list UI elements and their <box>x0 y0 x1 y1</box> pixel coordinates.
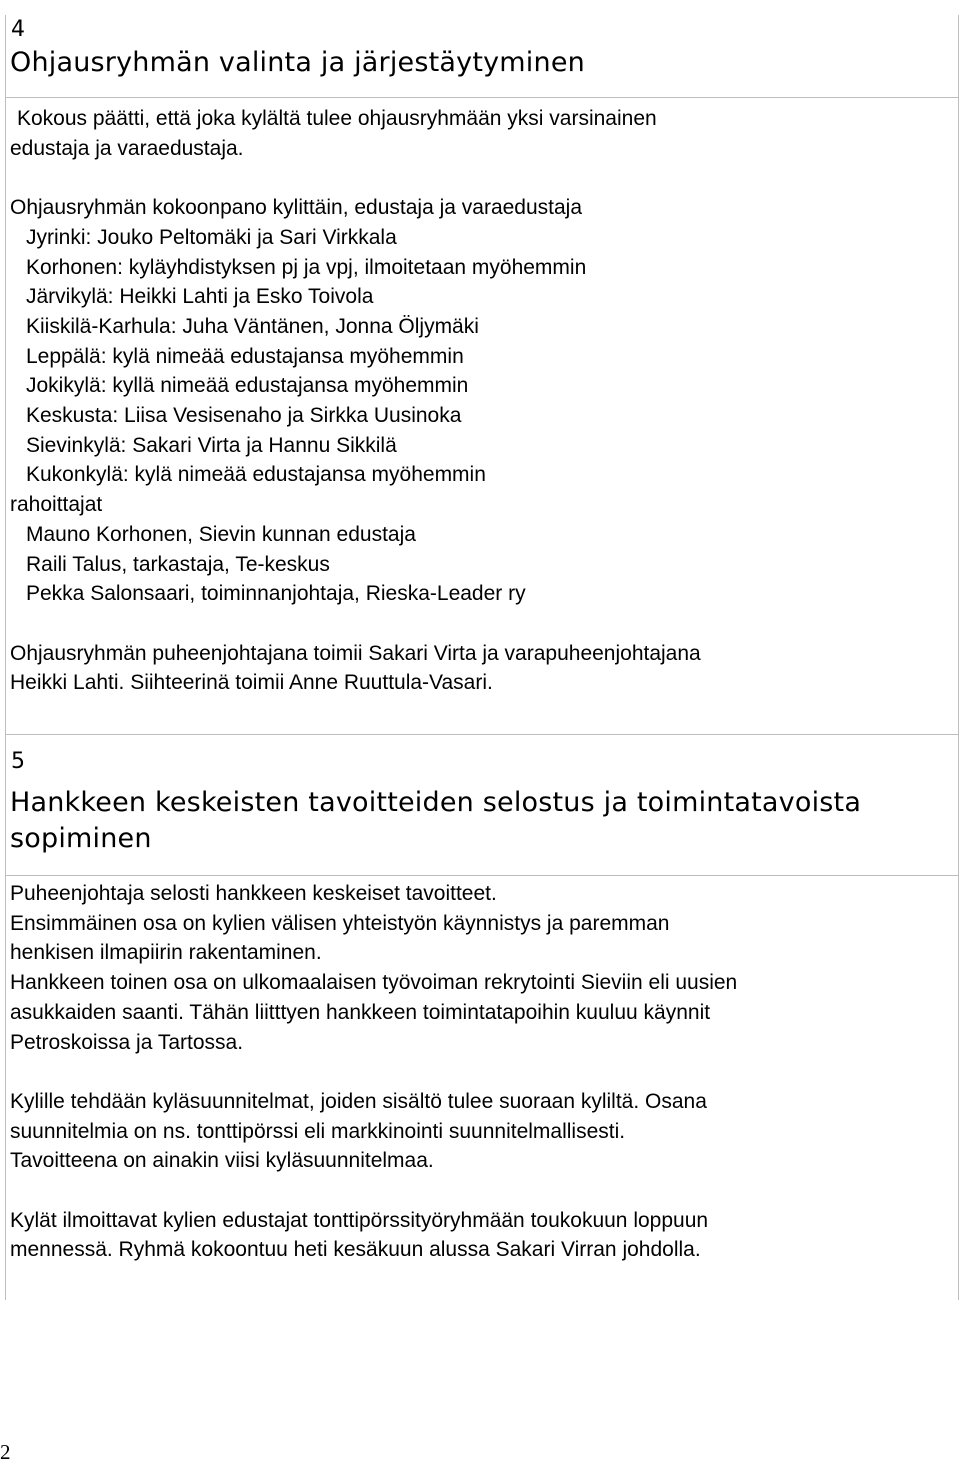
funder-item: Mauno Korhonen, Sievin kunnan edustaja <box>26 522 416 546</box>
paragraph-line: Petroskoissa ja Tartossa. <box>10 1030 244 1054</box>
section-title-line: Hankkeen keskeisten tavoitteiden selostus ja toimintatavoista <box>10 787 862 818</box>
village-item: Sievinkylä: Sakari Virta ja Hannu Sikkilä <box>26 433 397 457</box>
village-item: Keskusta: Liisa Vesisenaho ja Sirkka Uusinoka <box>26 404 462 428</box>
intro-line: Kokous päätti, että joka kylältä tulee ohjausryhmään yksi varsinainen <box>17 107 657 130</box>
section-4-header <box>5 15 959 97</box>
paragraph-line: asukkaiden saanti. Tähän liitttyen hankkeen toimintatapoihin kuuluu käynnit <box>10 1000 711 1024</box>
paragraph-line: Kylät ilmoittavat kylien edustajat tonttipörssityöryhmään toukokuun loppuun <box>10 1208 709 1232</box>
page-number: 2 <box>0 1440 11 1464</box>
paragraph-line: suunnitelmia on ns. tonttipörssi eli markkinointi suunnitelmallisesti. <box>10 1119 626 1143</box>
village-item: Kiiskilä-Karhula: Juha Väntänen, Jonna Öljymäki <box>26 314 479 338</box>
chair-line: Heikki Lahti. Siihteerinä toimii Anne Ruuttula-Vasari. <box>10 671 493 695</box>
paragraph-line: henkisen ilmapiirin rakentaminen. <box>10 941 322 965</box>
village-item: Jokikylä: kyllä nimeää edustajansa myöhemmin <box>26 374 469 398</box>
village-item: Korhonen: kyläyhdistyksen pj ja vpj, ilmoitetaan myöhemmin <box>26 255 587 279</box>
section-number: 4 <box>11 17 25 42</box>
section-4-body <box>5 97 959 735</box>
funder-item: Raili Talus, tarkastaja, Te-keskus <box>26 552 330 576</box>
village-item: Kukonkylä: kylä nimeää edustajansa myöhemmin <box>26 463 486 487</box>
section-5-header <box>5 735 959 875</box>
section-title-line: sopiminen <box>10 823 152 854</box>
paragraph-line: Kylille tehdään kyläsuunnitelmat, joiden sisältö tulee suoraan kyliltä. Osana <box>10 1089 707 1113</box>
funder-item: Pekka Salonsaari, toiminnanjohtaja, Rieska-Leader ry <box>26 582 526 606</box>
list-header: Ohjausryhmän kokoonpano kylittäin, edustaja ja varaedustaja <box>10 196 583 220</box>
paragraph-line: Hankkeen toinen osa on ulkomaalaisen työvoiman rekrytointi Sieviin eli uusien <box>10 971 738 995</box>
intro-line: edustaja ja varaedustaja. <box>10 136 244 160</box>
paragraph-line: Puheenjohtaja selosti hankkeen keskeiset tavoitteet. <box>10 882 497 905</box>
village-item: Leppälä: kylä nimeää edustajansa myöhemmin <box>26 344 464 368</box>
funders-header: rahoittajat <box>10 493 103 517</box>
chair-line: Ohjausryhmän puheenjohtajana toimii Sakari Virta ja varapuheenjohtajana <box>10 641 701 665</box>
village-item: Jyrinki: Jouko Peltomäki ja Sari Virkkala <box>26 225 397 249</box>
village-item: Järvikylä: Heikki Lahti ja Esko Toivola <box>26 285 374 309</box>
paragraph-line: Tavoitteena on ainakin viisi kyläsuunnitelmaa. <box>10 1149 434 1173</box>
paragraph-line: mennessä. Ryhmä kokoontuu heti kesäkuun alussa Sakari Virran johdolla. <box>10 1238 701 1262</box>
section-number: 5 <box>11 749 25 774</box>
section-5-body <box>5 875 959 1300</box>
section-title: Ohjausryhmän valinta ja järjestäytyminen <box>10 47 585 78</box>
paragraph-line: Ensimmäinen osa on kylien välisen yhteistyön käynnistys ja paremman <box>10 911 670 935</box>
